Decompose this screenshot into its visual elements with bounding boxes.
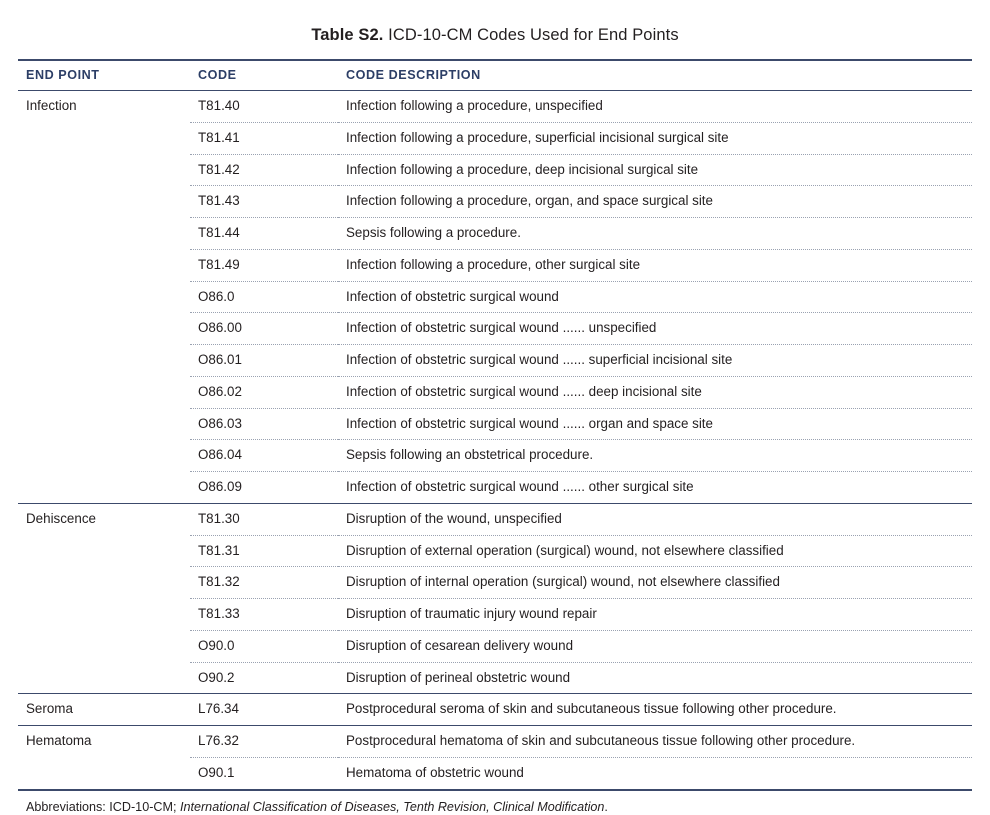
cell-code: T81.33 <box>190 599 338 631</box>
cell-description: Hematoma of obstetric wound <box>346 764 524 780</box>
cell-code: T81.32 <box>190 567 338 599</box>
abbrev-prefix: Abbreviations: ICD-10-CM; <box>26 799 180 814</box>
cell-code: L76.34 <box>190 694 338 726</box>
cell-description: Infection following a procedure, other surgical site <box>338 249 972 281</box>
cell-description: Postprocedural seroma of skin and subcutaneous tissue following other procedure. <box>338 694 972 726</box>
table-row <box>18 726 972 758</box>
cell-description: Disruption of traumatic injury wound repair <box>338 599 972 631</box>
abbrev-suffix: . <box>604 799 608 814</box>
cell-description: Infection following a procedure, unspecified <box>338 91 972 123</box>
cell-endpoint: Infection <box>26 98 77 113</box>
cell-description: Sepsis following an obstetrical procedure. <box>338 440 972 472</box>
cell-code: T81.41 <box>190 122 338 154</box>
cell-description: Postprocedural hematoma of skin and subcutaneous tissue following other procedure. <box>338 726 972 758</box>
table-number: Table S2. <box>311 26 384 44</box>
cell-description: Disruption of cesarean delivery wound <box>338 630 972 662</box>
table-footer <box>18 789 972 815</box>
cell-code: T81.30 <box>190 503 338 535</box>
cell-code: L76.32 <box>190 726 338 758</box>
cell-code: O90.1 <box>198 764 235 780</box>
cell-code: T81.44 <box>190 218 338 250</box>
cell-code: O86.04 <box>190 440 338 472</box>
abbreviations-note <box>18 791 972 815</box>
table-row <box>18 503 972 535</box>
page-title <box>18 26 972 45</box>
icd-codes-table <box>18 59 972 789</box>
cell-endpoint: Dehiscence <box>18 503 190 694</box>
header-row <box>18 60 972 91</box>
cell-description: Infection of obstetric surgical wound <box>338 281 972 313</box>
table-row <box>18 91 972 123</box>
cell-description: Infection following a procedure, organ, and space surgical site <box>338 186 972 218</box>
cell-code: T81.42 <box>190 154 338 186</box>
cell-code: O86.09 <box>190 472 338 504</box>
cell-description: Sepsis following a procedure. <box>338 218 972 250</box>
cell-endpoint: Seroma <box>18 694 190 726</box>
cell-code: O90.2 <box>190 662 338 694</box>
abbrev-italic: International Classification of Diseases, Tenth Revision, Clinical Modification <box>179 799 605 814</box>
table-row <box>18 694 972 726</box>
cell-description: Infection following a procedure, deep incisional surgical site <box>338 154 972 186</box>
cell-code: T81.31 <box>190 535 338 567</box>
cell-description: Infection of obstetric surgical wound ...... organ and space site <box>338 408 972 440</box>
column-header-endpoint: END POINT <box>18 60 190 91</box>
column-header-description: CODE DESCRIPTION <box>338 60 972 91</box>
cell-description: Disruption of perineal obstetric wound <box>338 662 972 694</box>
cell-description: Infection of obstetric surgical wound ...... unspecified <box>338 313 972 345</box>
cell-description: Disruption of internal operation (surgical) wound, not elsewhere classified <box>338 567 972 599</box>
cell-code: O86.03 <box>190 408 338 440</box>
cell-description: Infection of obstetric surgical wound ...... deep incisional site <box>338 376 972 408</box>
cell-description: Disruption of external operation (surgical) wound, not elsewhere classified <box>338 535 972 567</box>
table-header <box>18 60 972 91</box>
cell-code: O86.00 <box>190 313 338 345</box>
cell-code: O86.01 <box>190 345 338 377</box>
cell-description: Infection of obstetric surgical wound ...... superficial incisional site <box>338 345 972 377</box>
cell-code: O90.0 <box>190 630 338 662</box>
cell-description: Infection of obstetric surgical wound ...... other surgical site <box>338 472 972 504</box>
cell-code: O86.0 <box>190 281 338 313</box>
cell-code: T81.43 <box>190 186 338 218</box>
column-header-code: CODE <box>190 60 338 91</box>
cell-code: T81.49 <box>190 249 338 281</box>
cell-description: Infection following a procedure, superficial incisional surgical site <box>338 122 972 154</box>
table-title-text: ICD-10-CM Codes Used for End Points <box>383 26 679 44</box>
cell-description: Disruption of the wound, unspecified <box>338 503 972 535</box>
table-body <box>18 91 972 789</box>
cell-endpoint: Hematoma <box>18 726 190 789</box>
cell-code: T81.40 <box>190 91 338 123</box>
cell-code: O86.02 <box>190 376 338 408</box>
